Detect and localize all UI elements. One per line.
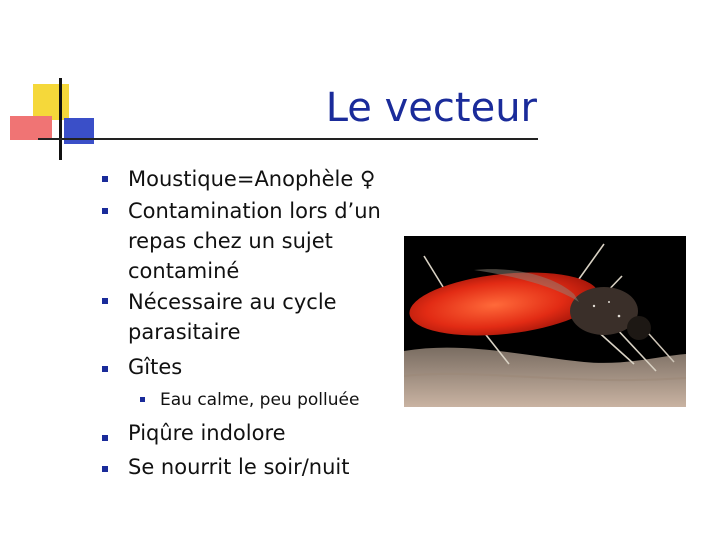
bullet-text-line: repas chez un sujet: [128, 229, 333, 253]
bullet-text-line: Se nourrit le soir/nuit: [128, 455, 350, 479]
decor-blue-square: [64, 118, 94, 144]
slide-title: Le vecteur: [325, 85, 537, 131]
bullet-text-line: parasitaire: [128, 320, 241, 344]
decor-red-square: [10, 116, 52, 140]
bullet-text-line: Moustique=Anophèle ♀: [128, 167, 376, 191]
bullet-marker: [102, 176, 108, 182]
bullet-text-line: Nécessaire au cycle: [128, 290, 337, 314]
decor-horizontal-line: [38, 138, 538, 140]
bullet-marker: [102, 466, 108, 472]
bullet-marker: [102, 435, 108, 441]
mosquito-photo: [404, 236, 686, 407]
decor-vertical-line: [59, 78, 62, 160]
bullet-text-line: contaminé: [128, 259, 240, 283]
bullet-marker: [102, 298, 108, 304]
sub-bullet-marker: [140, 397, 145, 402]
sub-bullet-text-line: Eau calme, peu polluée: [160, 390, 360, 410]
bullet-text-line: Piqûre indolore: [128, 421, 286, 445]
bullet-text-line: Gîtes: [128, 355, 183, 379]
bullet-marker: [102, 366, 108, 372]
decor-yellow-square: [33, 84, 69, 120]
bullet-text-line: Contamination lors d’un: [128, 199, 381, 223]
bullet-marker: [102, 208, 108, 214]
